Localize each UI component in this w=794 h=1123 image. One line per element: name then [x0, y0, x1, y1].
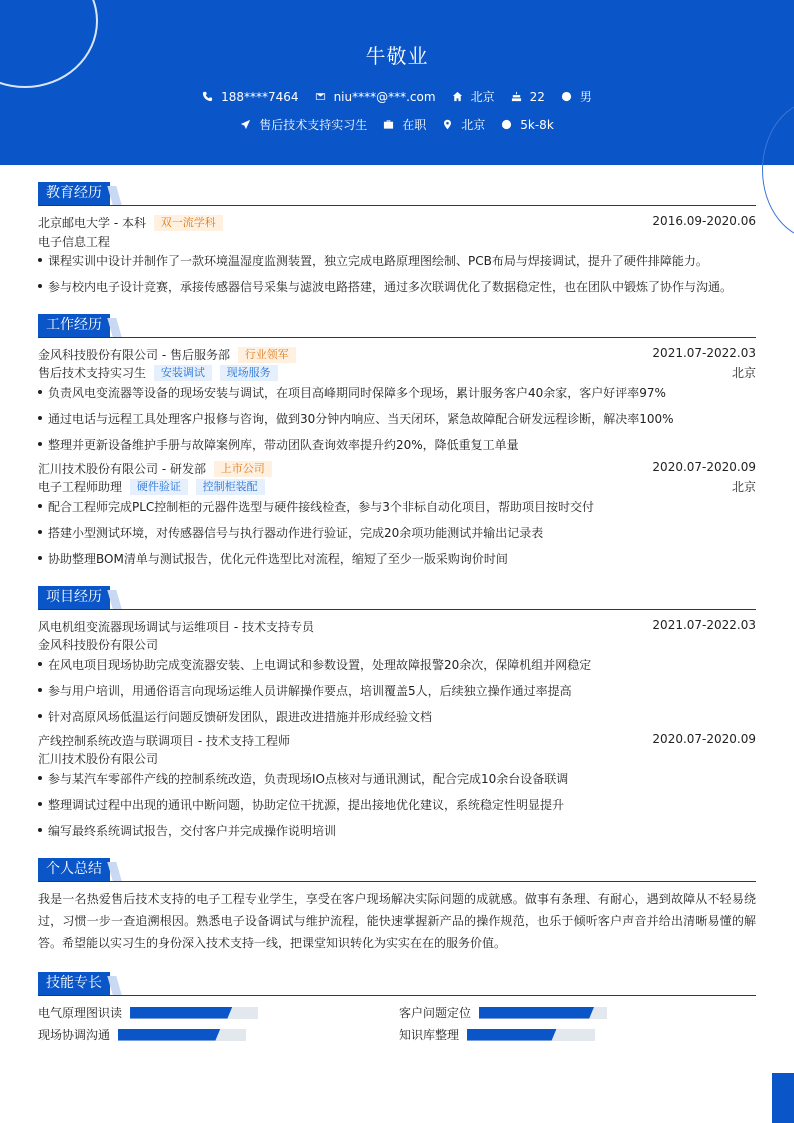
education-bullet: 课程实训中设计并制作了一款环境温湿度监测装置，独立完成电路原理图绘制、PCB布局与焊接调试，提升了硬件排障能力。 [38, 252, 756, 269]
role-name: 售后技术支持实习生 [38, 366, 147, 380]
skill-level-fill [118, 1029, 220, 1041]
project-bullet: 针对高原风场低温运行问题反馈研发团队，跟进改进措施并形成经验文档 [38, 708, 756, 725]
skill-tag: 硬件验证 [130, 479, 188, 495]
school-tag: 双一流学科 [154, 215, 223, 231]
gender-icon [561, 91, 572, 102]
project-bullet: 在风电项目现场协助完成变流器安装、上电调试和参数设置，处理故障报警20余次，保障机组并网稳定 [38, 656, 756, 673]
phone-icon [202, 91, 213, 102]
work-heading: 工作经历 [38, 314, 110, 337]
intention-row [0, 116, 794, 133]
skill-tag: 安装调试 [154, 365, 212, 381]
project-bullet: 参与某汽车零部件产线的控制系统改造，负责现场IO点核对与通讯测试，配合完成10余台设备联调 [38, 770, 756, 787]
work-bullet: 协助整理BOM清单与测试报告，优化元件选型比对流程，缩短了至少一版采购询价时间 [38, 550, 756, 567]
work-period: 2021.07-2022.03 [652, 346, 756, 360]
phone-text: 188****7464 [221, 89, 299, 104]
project-title-line [38, 618, 756, 635]
school-name: 北京邮电大学 - 本科 [38, 216, 146, 230]
skills-heading: 技能专长 [38, 972, 110, 995]
mail-icon [315, 91, 326, 102]
city-text: 北京 [470, 90, 495, 104]
contact-row [0, 88, 794, 105]
work-bullet: 整理并更新设备维护手册与故障案例库，带动团队查询效率提升约20%，降低重复工单量 [38, 436, 756, 453]
project-company: 汇川技术股份有限公司 [38, 752, 159, 766]
age-text: 22 [529, 89, 545, 104]
skill-level-fill [467, 1029, 557, 1041]
work-location: 北京 [731, 366, 756, 380]
company-name: 汇川技术股份有限公司 - 研发部 [38, 462, 206, 476]
education-heading: 教育经历 [38, 182, 110, 205]
work-company-line [38, 460, 756, 477]
work-company-line [38, 346, 756, 363]
project-company: 金风科技股份有限公司 [38, 638, 159, 652]
briefcase-icon [383, 119, 394, 130]
email-text: niu****@***.com [333, 89, 436, 104]
education-major: 电子信息工程 [38, 235, 111, 249]
skill-item [399, 1026, 595, 1043]
location-pin-icon [442, 119, 453, 130]
skill-tag: 现场服务 [220, 365, 278, 381]
send-icon [240, 119, 251, 130]
projects-section-title [38, 586, 756, 610]
age-item [511, 90, 545, 104]
job-target-item [240, 116, 367, 133]
phone-item [202, 90, 298, 104]
work-bullet: 通过电话与远程工具处理客户报修与咨询，做到30分钟内响应、当天闭环，紧急故障配合研发远程诊断，解决率100% [38, 410, 756, 427]
project-bullet: 整理调试过程中出现的通讯中断问题，协助定位干扰源，提出接地优化建议，系统稳定性明显提升 [38, 796, 756, 813]
resume-header [0, 0, 794, 165]
salary-item [501, 118, 554, 132]
work-role-line [38, 364, 756, 381]
company-tag: 上市公司 [214, 461, 272, 477]
work-bullet: 搭建小型测试环境，对传感器信号与执行器动作进行验证，完成20余项功能测试并输出记录表 [38, 524, 756, 541]
company-name: 金风科技股份有限公司 - 售后服务部 [38, 348, 230, 362]
target-city-item [442, 116, 485, 133]
work-location: 北京 [731, 480, 756, 494]
project-period: 2020.07-2020.09 [652, 732, 756, 746]
role-name: 电子工程师助理 [38, 480, 123, 494]
education-school-line [38, 214, 756, 231]
skill-level-bar [118, 1029, 246, 1041]
gender-item [561, 88, 592, 105]
project-bullet: 编写最终系统调试报告，交付客户并完成操作说明培训 [38, 822, 756, 839]
skill-level-fill [479, 1007, 594, 1019]
target-city-text: 北京 [461, 118, 486, 132]
summary-section-title [38, 858, 756, 882]
skill-name: 电气原理图识读 [38, 1006, 123, 1020]
summary-heading: 个人总结 [38, 858, 110, 881]
decorative-corner-block [772, 1073, 794, 1123]
skill-item [38, 1004, 258, 1021]
candidate-name: 牛敬业 [365, 44, 429, 68]
salary-text: 5k-8k [520, 117, 554, 132]
education-period: 2016.09-2020.06 [652, 214, 756, 228]
skill-level-bar [467, 1029, 595, 1041]
status-item [383, 116, 426, 133]
project-bullet: 参与用户培训，用通俗语言向现场运维人员讲解操作要点，培训覆盖5人，后续独立操作通过率提高 [38, 682, 756, 699]
work-role-line [38, 478, 756, 495]
work-bullet: 配合工程师完成PLC控制柜的元器件选型与硬件接线检查，参与3个非标自动化项目，帮助项目按时交付 [38, 498, 756, 515]
summary-paragraph: 我是一名热爱售后技术支持的电子工程专业学生，享受在客户现场解决实际问题的成就感。做事有条理、有耐心，遇到故障从不轻易绕过，习惯一步一查追溯根因。熟悉电子设备调试与维护流程，能快速掌握新产品的操作规范，也乐于倾听客户声音并给出清晰易懂的解答。希望能以实习生的身份深入技术支持一线，把课堂知识转化为实实在在的服务价值。 [38, 892, 756, 950]
skill-name: 知识库整理 [399, 1028, 460, 1042]
salary-icon [501, 119, 512, 130]
status-text: 在职 [402, 118, 427, 132]
work-bullet: 负责风电变流器等设备的现场安装与调试，在项目高峰期同时保障多个现场，累计服务客户40余家，客户好评率97% [38, 384, 756, 401]
job-target-text: 售后技术支持实习生 [259, 118, 368, 132]
project-title: 风电机组变流器现场调试与运维项目 - 技术支持专员 [38, 620, 314, 634]
education-bullet: 参与校内电子设计竞赛，承接传感器信号采集与滤波电路搭建，通过多次联调优化了数据稳定性，也在团队中锻炼了协作与沟通。 [38, 278, 756, 295]
email-item [315, 90, 436, 104]
work-period: 2020.07-2020.09 [652, 460, 756, 474]
company-tag: 行业领军 [238, 347, 296, 363]
projects-heading: 项目经历 [38, 586, 110, 609]
work-section-title [38, 314, 756, 338]
skill-level-bar [479, 1007, 607, 1019]
education-section-title [38, 182, 756, 206]
project-title-line [38, 732, 756, 749]
project-title: 产线控制系统改造与联调项目 - 技术支持工程师 [38, 734, 290, 748]
project-period: 2021.07-2022.03 [652, 618, 756, 632]
skill-name: 现场协调沟通 [38, 1028, 111, 1042]
cake-icon [511, 91, 522, 102]
gender-text: 男 [579, 90, 592, 104]
skill-tag: 控制柜装配 [196, 479, 265, 495]
skill-item [399, 1004, 607, 1021]
home-icon [452, 91, 463, 102]
skill-level-bar [130, 1007, 258, 1019]
city-item [452, 88, 495, 105]
skill-name: 客户问题定位 [399, 1006, 472, 1020]
skills-section-title [38, 972, 756, 996]
skill-level-fill [130, 1007, 232, 1019]
skill-item [38, 1026, 246, 1043]
